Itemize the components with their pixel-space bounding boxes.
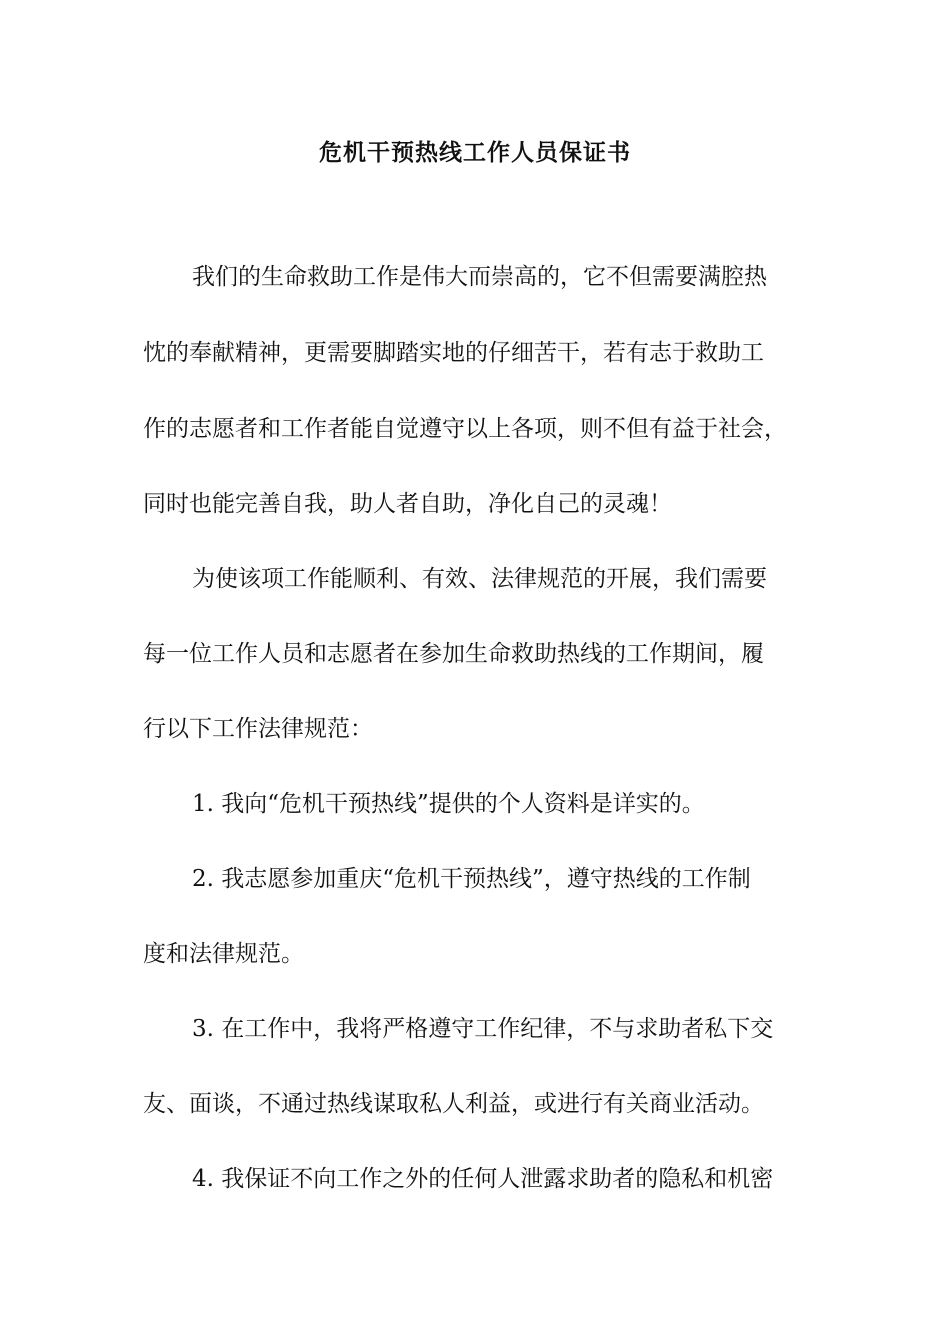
paragraph-1-line-3: 作的志愿者和工作者能自觉遵守以上各项，则不但有益于社会， (143, 416, 787, 442)
document-title: 危机干预热线工作人员保证书 (319, 139, 631, 166)
list-item-3-line-1: 3. 在工作中，我将严格遵守工作纪律，不与求助者私下交 (192, 1016, 774, 1042)
paragraph-2-line-2: 每一位工作人员和志愿者在参加生命救助热线的工作期间，履 (143, 641, 764, 667)
list-item-4-line-1: 4. 我保证不向工作之外的任何人泄露求助者的隐私和机密 (192, 1166, 774, 1192)
paragraph-1-line-1: 我们的生命救助工作是伟大而崇高的，它不但需要满腔热 (192, 264, 767, 290)
list-item-2-line-1: 2. 我志愿参加重庆“危机干预热线”，遵守热线的工作制 (192, 866, 751, 892)
paragraph-2-line-1: 为使该项工作能顺利、有效、法律规范的开展，我们需要 (192, 566, 767, 592)
list-item-2-line-2: 度和法律规范。 (143, 941, 304, 967)
paragraph-2-line-3: 行以下工作法律规范： (143, 716, 373, 742)
list-item-3-line-2: 友、面谈，不通过热线谋取私人利益，或进行有关商业活动。 (143, 1091, 764, 1117)
list-item-1: 1. 我向“危机干预热线”提供的个人资料是详实的。 (192, 791, 705, 817)
paragraph-1-line-4: 同时也能完善自我，助人者自助，净化自己的灵魂！ (143, 491, 672, 517)
paragraph-1-line-2: 忱的奉献精神，更需要脚踏实地的仔细苦干，若有志于救助工 (143, 340, 764, 366)
